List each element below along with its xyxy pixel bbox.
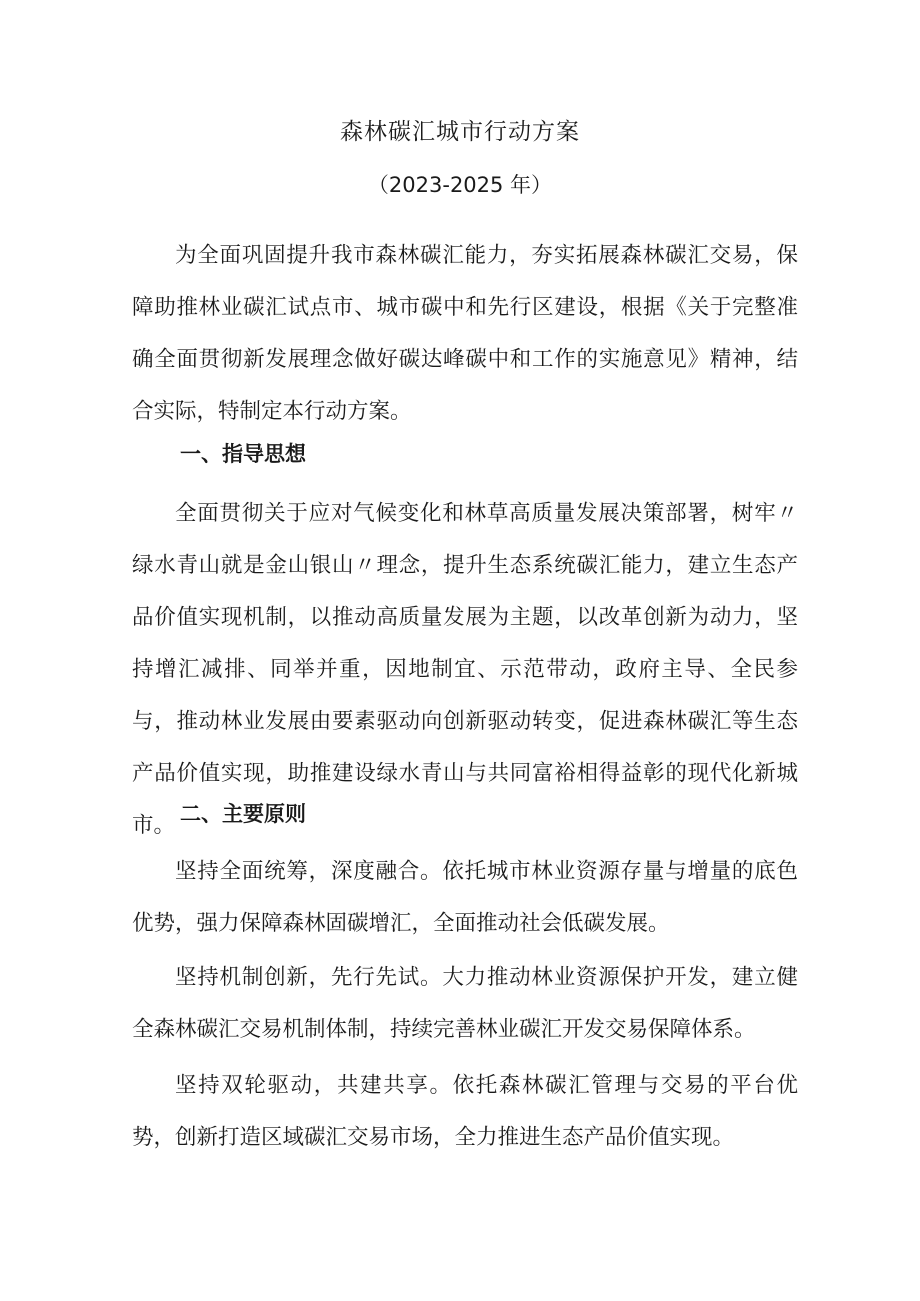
document-subtitle: （2023-2025 年） (367, 173, 553, 197)
section-paragraph: 坚持全面统筹，深度融合。依托城市林业资源存量与增量的底色优势，强力保障森林固碳增汇，全面推动社会低碳发展。 (132, 859, 798, 936)
document-title: 森林碳汇城市行动方案 (340, 119, 580, 145)
section-heading-guiding-ideology: 一、指导思想 (180, 442, 306, 466)
section-paragraph: 坚持双轮驱动，共建共享。依托森林碳汇管理与交易的平台优势，创新打造区域碳汇交易市场，全力推进生态产品价值实现。 (132, 1073, 798, 1150)
section-paragraph: 坚持机制创新，先行先试。大力推动林业资源保护开发，建立健全森林碳汇交易机制体制，持续完善林业碳汇开发交易保障体系。 (132, 965, 798, 1042)
section-heading-main-principles: 二、主要原则 (180, 802, 306, 826)
intro-paragraph: 为全面巩固提升我市森林碳汇能力，夯实拓展森林碳汇交易，保障助推林业碳汇试点市、城市碳中和先行区建设，根据《关于完整准确全面贯彻新发展理念做好碳达峰碳中和工作的实施意见》精神，结合实际，特制定本行动方案。 (132, 243, 798, 424)
section-paragraph: 全面贯彻关于应对气候变化和林草高质量发展决策部署，树牢〃绿水青山就是金山银山〃理念，提升生态系统碳汇能力，建立生态产品价值实现机制，以推动高质量发展为主题，以改革创新为动力，坚持增汇减排、同举并重，因地制宜、示范带动，政府主导、全民参与，推动林业发展由要素驱动向创新驱动转变，促进森林碳汇等生态产品价值实现，助推建设绿水青山与共同富裕相得益彰的现代化新城市。 (132, 501, 798, 838)
